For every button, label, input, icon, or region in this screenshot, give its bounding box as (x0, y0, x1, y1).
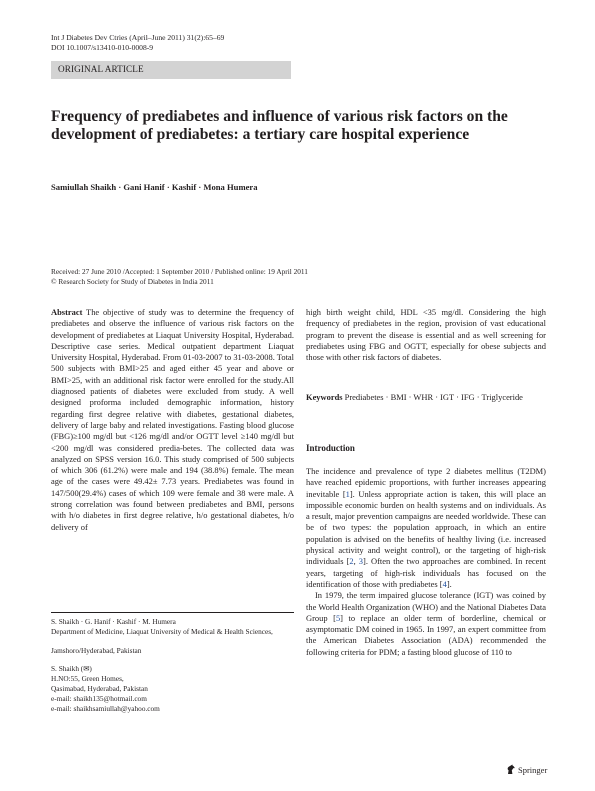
springer-horse-icon (506, 764, 516, 775)
abstract-left-column (51, 307, 294, 533)
affiliation-city: Jamshoro/Hyderabad, Pakistan (51, 646, 142, 655)
article-type-banner (51, 61, 291, 79)
address-line-1: H.NO:55, Green Homes, (51, 674, 124, 683)
abstract-right-column (306, 307, 546, 363)
introduction-paragraph-2: In 1979, the term impaired glucose tolerance (IGT) was coined by the World Health Organization (WHO) and the National Diabetes Data Group [5] to replace an older term of borderline, chemical or asymptomatic DM coined in 1965. In 1997, an expert committee from the American Diabetes Association (ADA) recommended the following criteria for PDM; a fasting blood glucose of 110 to (306, 590, 546, 657)
citation-link-1[interactable]: 1 (345, 488, 350, 499)
keywords-label: Keywords (306, 392, 343, 402)
copyright-line: © Research Society for Study of Diabetes in India 2011 (51, 277, 214, 286)
affiliation-department: Department of Medicine, Liaquat University of Medical & Health Sciences, (51, 627, 273, 636)
footnote-divider (51, 612, 294, 613)
journal-citation: Int J Diabetes Dev Ctries (April–June 2011) 31(2):65–69 (51, 33, 225, 42)
publisher-name: Springer (518, 764, 548, 775)
introduction-heading: Introduction (306, 443, 355, 453)
abstract-text-right: high birth weight child, HDL <35 mg/dl. Considering the high frequency of prediabetes in the region, provision of vast educational program to prevent the disease is essential and as well screening for prediabetes using FBG and OGTT, especially for obese subjects and those with other risk factors of diabetes. (306, 307, 546, 363)
article-title: Frequency of prediabetes and influence of various risk factors on the development of prediabetes: a tertiary care hospital experience (51, 108, 508, 143)
abstract-text-left: The objective of study was to determine the frequency of prediabetes and observe the influence of various risk factors on the development of prediabetes at Liaquat University Hospital, Hyderabad. Descriptive case series. Medical outpatient department Liaquat University Hospital, Hyderabad. From 01-03-2007 to 31-03-2008. Total 500 subjects with BMI>25 and aged either 45 year and above or BMI>25, with an additional risk factor were enrolled for the study.All diagnosed patients of diabetes were excluded from study. A well designed proforma included demographic information, history regarding first degree relative with diabetes, gestational diabetes, delivery of large baby and related investigations. Fasting blood glucose (FBG)≥100 mg/dl but <126 mg/dl and/or OGTT level ≥140 mg/dl but <200 mg/dl was considered predia-betes. The collected data was analyzed on SPSS version 16.0. This study comprised of 500 subjects of which 306 (61.2%) were male and 194 (38.8%) female. The mean age of the cases were 49.42± 7.73 years. Prediabetes was found in 147/500(29.4%) cases of which 109 were female and 38 were male. A strong correlation was found between prediabetes and BMI, persons with h/o diabetes in first degree relative, h/o gestational diabetes, h/o delivery of (51, 307, 294, 532)
email-2[interactable]: e-mail: shaikhsamiullah@yahoo.com (51, 704, 160, 713)
publisher-logo (506, 764, 547, 775)
address-line-2: Qasimabad, Hyderabad, Pakistan (51, 684, 148, 693)
keywords-text: Prediabetes · BMI · WHR · IGT · IFG · Triglyceride (344, 392, 523, 402)
abstract-paragraph (51, 307, 294, 533)
author-list: Samiullah Shaikh · Gani Hanif · Kashif · Mona Humera (51, 182, 258, 192)
article-type-label: ORIGINAL ARTICLE (58, 64, 144, 74)
citation-link-2[interactable]: 2 (349, 556, 354, 567)
doi: DOI 10.1007/s13410-010-0008-9 (51, 43, 154, 52)
citation-link-5[interactable]: 5 (335, 612, 341, 623)
citation-link-3[interactable]: 3 (358, 556, 364, 567)
introduction-body (306, 466, 546, 658)
keywords (306, 392, 546, 403)
citation-link-4[interactable]: 4 (442, 578, 447, 589)
affiliation-authors: S. Shaikh · G. Hanif · Kashif · M. Humera (51, 617, 176, 626)
abstract-label: Abstract (51, 307, 83, 317)
publication-history: Received: 27 June 2010 /Accepted: 1 September 2010 / Published online: 19 April 2011 (51, 267, 308, 276)
email-1[interactable]: e-mail: shaikh135@hotmail.com (51, 694, 147, 703)
corresponding-author: S. Shaikh (✉) (51, 664, 92, 673)
introduction-paragraph-1: The incidence and prevalence of type 2 diabetes mellitus (T2DM) have reached epidemic proportions, with further increases appearing inevitable [1]. Unless appropriate action is taken, this will place an impossible economic burden on health systems and on individuals. As a result, major prevention campaigns are needed worldwide. These can be of two types: the population approach, in which an entire population is advised on the benefits of healthy living (i.e. increased physical activity and weight control), or the targeting of high-risk individuals [2, 3]. Often the two approaches are combined. In recent years, targeting of high-risk individuals has focused on the identification of those with prediabetes [4]. (306, 466, 547, 589)
